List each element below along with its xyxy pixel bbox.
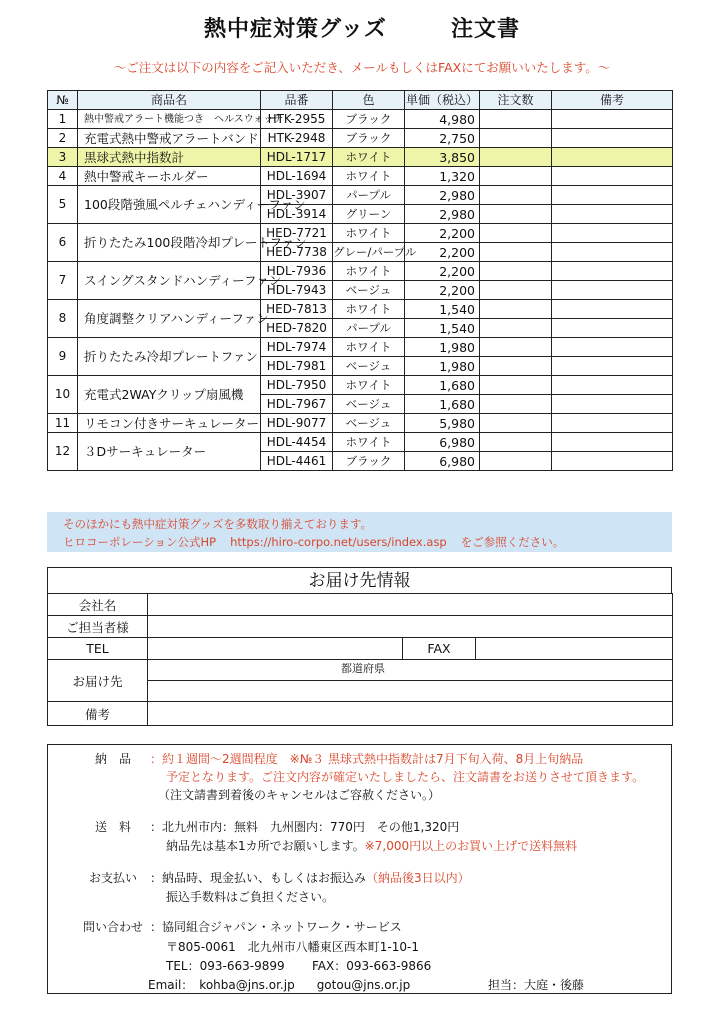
payment-label: お支払い (88, 871, 137, 885)
quantity-field[interactable] (480, 376, 552, 395)
notice-url-link[interactable]: https://hiro-corpo.net/users/index.asp (230, 535, 447, 549)
delivery-term-line1: ：約１週間～2週間程度 ※№３ 黒球式熱中指数計は7月下旬入荷、8月上旬納品 (150, 752, 584, 766)
delivery-term-label: 納 品 (94, 752, 131, 766)
product-table-body (48, 110, 673, 471)
fax-field[interactable] (476, 638, 673, 660)
quantity-field[interactable] (480, 414, 552, 433)
item-name: 折りたたみ100段階冷却プレートファン (78, 224, 261, 262)
quantity-field[interactable] (480, 357, 552, 376)
item-name: 黒球式熱中指数計 (78, 148, 261, 167)
item-color: ベージュ (333, 281, 405, 300)
quantity-field[interactable] (480, 110, 552, 129)
item-price: 1,540 (405, 319, 480, 338)
item-code: HTK-2955 (261, 110, 333, 129)
item-price: 2,200 (405, 243, 480, 262)
quantity-field[interactable] (480, 148, 552, 167)
remarks-field[interactable] (552, 319, 673, 338)
col-color: 色 (333, 91, 405, 110)
col-remarks: 備考 (552, 91, 673, 110)
quantity-field[interactable] (480, 224, 552, 243)
item-number: 3 (48, 148, 78, 167)
terms-box (47, 744, 672, 994)
quantity-field[interactable] (480, 167, 552, 186)
item-code: HDL-3914 (261, 205, 333, 224)
quantity-field[interactable] (480, 281, 552, 300)
item-color: ベージュ (333, 414, 405, 433)
table-row (48, 110, 673, 129)
email-link-2[interactable]: gotou@jns.or.jp (316, 978, 411, 992)
item-code: HTK-2948 (261, 129, 333, 148)
quantity-field[interactable] (480, 452, 552, 471)
table-row (48, 376, 673, 395)
item-price: 1,680 (405, 376, 480, 395)
tel-field[interactable] (148, 638, 403, 660)
item-name: ３Dサーキュレーター (78, 433, 261, 471)
remarks-label: 備考 (48, 702, 148, 726)
item-color: ホワイト (333, 148, 405, 167)
item-color: ベージュ (333, 357, 405, 376)
col-no: № (48, 91, 78, 110)
item-code: HDL-4461 (261, 452, 333, 471)
item-number: 9 (48, 338, 78, 376)
quantity-field[interactable] (480, 338, 552, 357)
item-price: 6,980 (405, 452, 480, 471)
remarks-field[interactable] (552, 414, 673, 433)
quantity-field[interactable] (480, 433, 552, 452)
item-number: 4 (48, 167, 78, 186)
remarks-field[interactable] (552, 243, 673, 262)
tel-label: TEL (48, 638, 148, 660)
quantity-field[interactable] (480, 243, 552, 262)
item-color: ホワイト (333, 224, 405, 243)
address-label: お届け先 (48, 660, 148, 702)
contact-email (148, 976, 410, 993)
shipping-line1: ：北九州市内：無料 九州圏内：770円 その他1,320円 (150, 820, 460, 834)
item-name: 熱中警戒キーホルダー (78, 167, 261, 186)
notice-line1: そのほかにも熱中症対策グッズを多数取り揃えております。 (63, 517, 373, 531)
company-label: 会社名 (48, 594, 148, 616)
shipping-line2 (166, 837, 577, 854)
item-color: ホワイト (333, 167, 405, 186)
remarks-field[interactable] (552, 224, 673, 243)
item-name: 100段階強風ペルチェハンディーファン (78, 186, 261, 224)
quantity-field[interactable] (480, 262, 552, 281)
item-code: HDL-7974 (261, 338, 333, 357)
item-code: HDL-3907 (261, 186, 333, 205)
quantity-field[interactable] (480, 205, 552, 224)
item-code: HDL-9077 (261, 414, 333, 433)
item-price: 2,200 (405, 262, 480, 281)
notice-line2 (63, 534, 564, 550)
remarks-field[interactable] (552, 129, 673, 148)
remarks-field[interactable] (552, 186, 673, 205)
title-right: 注文書 (450, 17, 520, 42)
item-price: 2,200 (405, 281, 480, 300)
item-price: 5,980 (405, 414, 480, 433)
shipping-line2-main: 納品先は基本1カ所でお願いします。 (166, 839, 365, 853)
col-price: 単価（税込） (405, 91, 480, 110)
item-color: ホワイト (333, 338, 405, 357)
col-quantity: 注文数 (480, 91, 552, 110)
table-row (48, 414, 673, 433)
quantity-field[interactable] (480, 395, 552, 414)
page-subtitle: ～ご注文は以下の内容をご記入いただき、メールもしくはFAXにてお願いいたします。～ (113, 60, 611, 75)
payment-line1 (150, 869, 470, 886)
remarks-field[interactable] (552, 262, 673, 281)
item-code: HDL-7936 (261, 262, 333, 281)
remarks-field[interactable] (552, 110, 673, 129)
person-label: ご担当者様 (48, 616, 148, 638)
item-code: HDL-4454 (261, 433, 333, 452)
address-field[interactable] (148, 681, 673, 702)
item-color: ホワイト (333, 376, 405, 395)
payment-line2: 振込手数料はご負担ください。 (166, 890, 335, 904)
item-code: HDL-7981 (261, 357, 333, 376)
contact-staff: 担当：大庭・後藤 (488, 978, 585, 992)
contact-address: 〒805-0061 北九州市八幡東区西本町1-10-1 (166, 940, 419, 954)
payment-deadline: （納品後3日以内） (366, 871, 470, 885)
prefecture-label: 都道府県 (341, 662, 385, 675)
item-name: 熱中警戒アラート機能つき ヘルスウォッチ (78, 110, 261, 129)
item-number: 1 (48, 110, 78, 129)
table-row (48, 148, 673, 167)
item-name: 充電式熱中警戒アラートバンド (78, 129, 261, 148)
remarks-field[interactable] (552, 452, 673, 471)
item-color: ブラック (333, 452, 405, 471)
item-color: ホワイト (333, 433, 405, 452)
item-name: 折りたたみ冷却プレートファン (78, 338, 261, 376)
quantity-field[interactable] (480, 186, 552, 205)
notice-tail: をご参照ください。 (460, 535, 565, 549)
payment-method: ：納品時、現金払い、もしくはお振込み (150, 871, 367, 885)
remarks-field[interactable] (552, 338, 673, 357)
item-price: 1,680 (405, 395, 480, 414)
fax-label: FAX (403, 638, 476, 660)
contact-fax: FAX：093-663-9866 (312, 959, 432, 973)
item-color: グリーン (333, 205, 405, 224)
table-row (48, 167, 673, 186)
title-left: 熱中症対策グッズ (204, 17, 387, 42)
remarks-field[interactable] (552, 300, 673, 319)
shipping-label: 送 料 (94, 820, 131, 834)
item-number: 12 (48, 433, 78, 471)
person-field[interactable] (148, 616, 673, 638)
remarks-field[interactable] (552, 281, 673, 300)
item-color: ブラック (333, 110, 405, 129)
remarks-field[interactable] (552, 376, 673, 395)
remarks-field[interactable] (552, 357, 673, 376)
item-code: HDL-7950 (261, 376, 333, 395)
item-color: ブラック (333, 129, 405, 148)
item-color: パープル (333, 186, 405, 205)
quantity-field[interactable] (480, 129, 552, 148)
item-number: 5 (48, 186, 78, 224)
item-number: 2 (48, 129, 78, 148)
item-color: パープル (333, 319, 405, 338)
contact-tel: TEL：093-663-9899 (166, 959, 285, 973)
item-price: 3,850 (405, 148, 480, 167)
remarks-field[interactable] (552, 433, 673, 452)
delivery-term-line2: 予定となります。ご注文内容が確定いたしましたら、注文請書をお送りさせて頂きます。 (166, 770, 645, 784)
company-field[interactable] (148, 594, 673, 616)
prefecture-field[interactable] (148, 660, 673, 681)
page-title (0, 12, 724, 43)
item-code: HED-7738 (261, 243, 333, 262)
item-price: 2,980 (405, 205, 480, 224)
item-number: 10 (48, 376, 78, 414)
remarks-field[interactable] (552, 148, 673, 167)
table-row (48, 433, 673, 452)
item-number: 6 (48, 224, 78, 262)
table-header-row (48, 91, 673, 110)
item-number: 7 (48, 262, 78, 300)
item-name: リモコン付きサーキュレーター (78, 414, 261, 433)
table-row (48, 129, 673, 148)
contact-org: ：協同組合ジャパン・ネットワーク・サービス (150, 920, 402, 934)
table-row (48, 224, 673, 243)
item-price: 4,980 (405, 110, 480, 129)
item-name: 角度調整クリアハンディーファン (78, 300, 261, 338)
item-code: HDL-1694 (261, 167, 333, 186)
item-color: ベージュ (333, 395, 405, 414)
item-code: HDL-7943 (261, 281, 333, 300)
delivery-section-title: お届け先情報 (47, 567, 672, 593)
product-table (47, 90, 673, 471)
item-price: 2,980 (405, 186, 480, 205)
col-name: 商品名 (78, 91, 261, 110)
shipping-free-note: ※7,000円以上のお買い上げで送料無料 (364, 839, 578, 853)
table-row (48, 262, 673, 281)
quantity-field[interactable] (480, 300, 552, 319)
delivery-table (47, 593, 673, 726)
item-code: HED-7721 (261, 224, 333, 243)
item-price: 2,750 (405, 129, 480, 148)
item-number: 11 (48, 414, 78, 433)
item-code: HDL-1717 (261, 148, 333, 167)
remarks-field[interactable] (552, 395, 673, 414)
delivery-term-line3: （注文請書到着後のキャンセルはご容赦ください。） (158, 788, 441, 802)
item-color: グレー/パープル (333, 243, 405, 262)
notice-company: ヒロコーポレーション公式HP (63, 535, 217, 549)
item-price: 1,540 (405, 300, 480, 319)
item-code: HDL-7967 (261, 395, 333, 414)
contact-label: 問い合わせ (82, 920, 143, 934)
quantity-field[interactable] (480, 319, 552, 338)
item-price: 1,320 (405, 167, 480, 186)
item-number: 8 (48, 300, 78, 338)
table-row (48, 300, 673, 319)
email-link-1[interactable]: kohba@jns.or.jp (199, 978, 295, 992)
item-name: 充電式2WAYクリップ扇風機 (78, 376, 261, 414)
item-price: 6,980 (405, 433, 480, 452)
remarks-field[interactable] (552, 167, 673, 186)
item-color: ホワイト (333, 300, 405, 319)
item-color: ホワイト (333, 262, 405, 281)
table-row (48, 186, 673, 205)
item-price: 1,980 (405, 338, 480, 357)
remarks-field[interactable] (148, 702, 673, 726)
col-code: 品番 (261, 91, 333, 110)
table-row (48, 338, 673, 357)
item-code: HED-7813 (261, 300, 333, 319)
remarks-field[interactable] (552, 205, 673, 224)
item-price: 1,980 (405, 357, 480, 376)
item-code: HED-7820 (261, 319, 333, 338)
notice-box (47, 512, 672, 552)
item-name: スイングスタンドハンディーファン (78, 262, 261, 300)
item-price: 2,200 (405, 224, 480, 243)
email-label: Email： (148, 978, 194, 992)
